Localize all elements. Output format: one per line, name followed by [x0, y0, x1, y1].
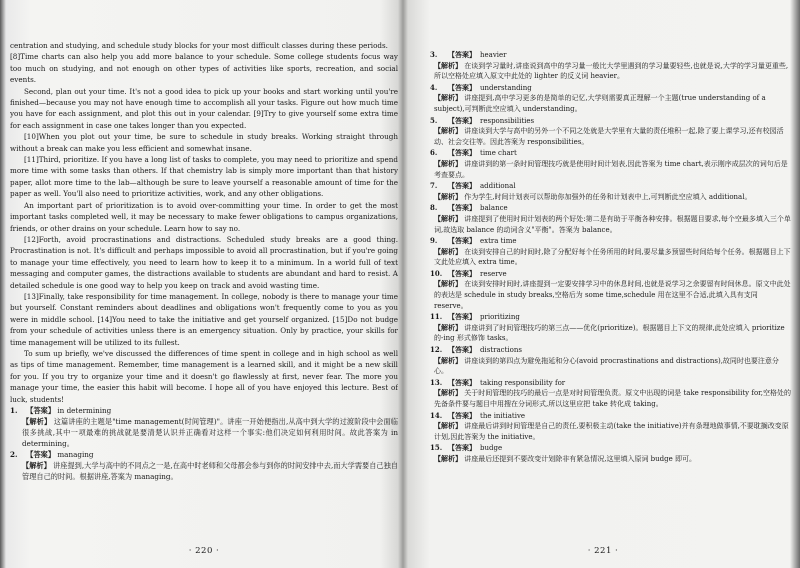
- answer-item: [430, 312, 792, 344]
- answer-label: 【答案】: [448, 181, 476, 191]
- explanation-text: 讲座讲到的第一条时间管理技巧就是使用时间计划表,因此答案为 time chart,表示刚序成层次的词句后是考查要点。: [434, 159, 788, 179]
- explanation-text: 在谈到安排时间时,讲座提到一定要安排学习中的休息时间,也就是说学习之余要留有时间休息。原文中此处的表达是 schedule in study breaks,空格后为 some time,schedule 用在这里不合适,此填入具有支同 reserve。: [434, 280, 791, 310]
- explanation-text: 关于时间管理的技巧的最后一点是对时间管理负责。原文中出现的词是 take responsibility for,空格处的先备条件要与题目中用搜在分词形式,所以这里应把 take 转化成 taking。: [434, 389, 791, 408]
- explanation-text: 这篇讲座的主题是"time management(时间管理)"。讲座一开始便指出,从高中到大学的过渡阶段中会面临很多挑战,其中一项最难的挑战就是要清楚认识并正确看对这样一个事实:他们决定如何利用时间。故此答案为 in determining。: [22, 417, 398, 448]
- answer-text: time chart: [480, 149, 517, 158]
- answer-label: 【答案】: [448, 236, 476, 246]
- explanation-text: 作为学生,时间计划表可以帮助你加强外的任务和计划表中上,可判断此空应填入 additional。: [464, 192, 752, 201]
- answer-label: 【答案】: [26, 450, 56, 459]
- paragraph: [12]Forth, avoid procrastinations and distractions. Scheduled study breaks are a good thing. Procrastination is not. It's difficult and perhaps impossible to avoid all procrastination, but if you're going to manage your time effectively, you need to learn how to keep it to a minimum. In a world full of text messaging and computer games, the distractions available to students are abundant and hard to resist. A detailed schedule is one good way to help you keep on track and avoid wasting time.: [10, 234, 398, 290]
- paragraph: Second, plan out your time. It's not a good idea to pick up your books and start working until you're finished—because you may not have enough time to accomplish all your tasks. Figure out how much time you have for each assignment, and plot this out in your calendar. [9]Try to give yourself some extra time for each assignment in case one takes longer than you expected.: [10, 86, 398, 130]
- answer-label: 【答案】: [448, 268, 476, 278]
- item-number: 6.: [430, 148, 438, 158]
- paragraph: [10]When you plot out your time, be sure to schedule in study breaks. Working straight through without a break can make you less efficient and somewhat insane.: [10, 132, 398, 153]
- answer-label: 【答案】: [448, 410, 476, 420]
- left-page: [10, 0, 398, 568]
- answer-item: [430, 50, 792, 82]
- item-number: 13.: [430, 377, 443, 387]
- explanation-label: 【解析】: [22, 417, 52, 426]
- answer-item: [430, 269, 792, 311]
- answer-text: additional: [480, 182, 516, 191]
- explanation-text: 讲座最后还提到不要改变计划除非有紧急情况,这里填入原词 budge 即可。: [464, 454, 697, 463]
- answer-item: [430, 148, 792, 180]
- explanation-label: 【解析】: [434, 279, 462, 289]
- explanation-label: 【解析】: [434, 322, 462, 332]
- explanation-label: 【解析】: [434, 421, 462, 431]
- item-number: 8.: [430, 203, 438, 213]
- answer-label: 【答案】: [448, 345, 476, 355]
- explanation-label: 【解析】: [434, 453, 462, 463]
- explanation-label: 【解析】: [434, 93, 462, 103]
- answer-text: understanding: [480, 83, 532, 92]
- answer-text: heavier: [480, 51, 507, 59]
- answer-item: [430, 236, 792, 268]
- explanation-label: 【解析】: [434, 158, 462, 168]
- answer-text: the initiative: [480, 411, 526, 420]
- item-number: 11.: [430, 312, 443, 322]
- item-number: 5.: [430, 115, 438, 125]
- answer-label: 【答案】: [448, 82, 476, 92]
- item-number: 7.: [430, 181, 438, 191]
- item-number: 14.: [430, 410, 443, 420]
- answer-text: distractions: [480, 346, 522, 355]
- answer-label: 【答案】: [26, 406, 56, 415]
- answer-text: responsibilities: [480, 116, 535, 125]
- answer-text: taking responsibility for: [480, 378, 566, 387]
- answer-label: 【答案】: [448, 115, 476, 125]
- answer-label: 【答案】: [448, 203, 476, 213]
- explanation-text: 讲座谈到大学与高中的另外一个不同之处就是大学里有大量的责任堆积一起,除了要上课学习,还有校园活动、社会交往等。因此答案为 responsibilities。: [434, 127, 784, 146]
- answer-text: reserve: [480, 269, 507, 278]
- answer-text: in determining: [57, 406, 112, 415]
- paragraph: [13]Finally, take responsibility for time management. In college, nobody is there to manage your time but yourself. Constant reminders about deadlines and obligations won't frequently come to you as you were in middle school. [14]You need to take the initiative and get yourself organized. [15]Do not budge from your schedule of activities unless there is an emergency situation. Only by practice, your skills for time management will be utilized to its fullest.: [10, 291, 398, 347]
- explanation-text: 在谈到安排自己的时间时,除了分配好每个任务所用的时间,要尽量多预留些时间给每个任务。根据题目上下文此处应填入 extra time。: [434, 247, 791, 267]
- page-number: · 220 ·: [188, 546, 220, 556]
- answer-item: [430, 203, 792, 235]
- explanation-text: 讲座提到,高中学习更多的是简单的记忆,大学则需要真正理解一个主题(true understanding of a subject),可判断此空应填入 understanding。: [434, 94, 766, 113]
- paragraph: centration and studying, and schedule study blocks for your most difficult classes during these periods.: [10, 41, 388, 50]
- answer-label: 【答案】: [448, 312, 476, 322]
- answer-text: budge: [480, 444, 503, 453]
- item-number: 1.: [10, 406, 18, 415]
- item-number: 15.: [430, 443, 443, 453]
- answer-item: [430, 83, 792, 115]
- answer-item: [10, 449, 398, 482]
- answer-label: 【答案】: [448, 443, 476, 453]
- explanation-text: 讲座谈到的第四点为避免拖延和分心(avoid procrastinations and distractions),故同时也要注意分心。: [434, 356, 779, 376]
- answer-item: [10, 405, 398, 449]
- explanation-label: 【解析】: [434, 355, 462, 365]
- item-number: 4.: [430, 82, 438, 92]
- explanation-text: 在谈到学习量时,讲座说到高中的学习量一般比大学里遇到的学习量要轻些,也就是说,大学的学习量更重些,所以空格处应填入原文中此处的 lighter 的反义词 heavier。: [434, 61, 789, 81]
- explanation-label: 【解析】: [434, 388, 462, 398]
- explanation-text: 讲座讲到了时间管理技巧的第三点——优化(prioritize)。根据题目上下文的规律,此处应填入 prioritize 的-ing 形式修饰 tasks。: [434, 323, 785, 343]
- explanation-text: 讲座最后讲到时间管理是自己的责任,要积极主动(take the initiative)并有条理地做事情,不要耽搁改变原计划,因此答案为 the initiative。: [434, 422, 789, 441]
- answer-label: 【答案】: [448, 377, 476, 387]
- page-number: · 221 ·: [587, 546, 619, 556]
- paragraph: An important part of prioritization is to avoid over-committing your time. In order to get the most important tasks completed well, it may be necessary to make fewer obligations to campus organizations, friends, or other drains on your schedule. Learn how to say no.: [10, 200, 398, 233]
- item-number: 2.: [10, 450, 18, 459]
- right-page: [412, 0, 794, 568]
- answer-item: [430, 378, 792, 410]
- explanation-text: 讲座提到了使用时间计划表的两个好处:第二是有助于平衡各种安排。根据题目要求,每个空最多填入三个单词,故选取 balance 的动词含义"平衡"。答案为 balance。: [434, 214, 791, 234]
- explanation-text: 讲座提到,大学与高中的不同点之一是,在高中时老师和父母都会参与到你的时间安排中去,而大学需要自己独自管理自己的时间。根据讲座,答案为 managing。: [22, 461, 398, 481]
- paragraph: [11]Third, prioritize. If you have a long list of tasks to complete, you may need to prioritize and spend more time with some tasks than others. If that chemistry lab is simply more important than that history paper, allot more time to the lab—although be sure to leave yourself a reasonable amount of time for the paper as well. You'll also need to prioritize activities, work, and any other obligations.: [10, 155, 398, 199]
- item-number: 12.: [430, 345, 443, 355]
- item-number: 3.: [430, 50, 438, 59]
- answer-key-list: [430, 50, 792, 466]
- answer-label: 【答案】: [448, 148, 476, 158]
- paragraph: [8]Time charts can also help you add more balance to your schedule. Some college students focus way too much on studying, and not enough on other types of activities like sports, recreation, and social events.: [10, 52, 398, 85]
- lecture-transcript: [10, 40, 398, 482]
- explanation-label: 【解析】: [22, 461, 51, 470]
- explanation-label: 【解析】: [434, 191, 462, 201]
- answer-text: extra time: [480, 237, 517, 246]
- answer-text: balance: [480, 204, 508, 213]
- item-number: 10.: [430, 268, 443, 278]
- answer-item: [430, 345, 792, 377]
- answer-item: [430, 411, 792, 443]
- answer-item: [430, 443, 792, 464]
- answer-label: 【答案】: [448, 50, 476, 59]
- explanation-label: 【解析】: [434, 213, 462, 223]
- explanation-label: 【解析】: [434, 246, 462, 256]
- answer-text: managing: [57, 450, 94, 459]
- answer-item: [430, 181, 792, 202]
- item-number: 9.: [430, 236, 438, 246]
- explanation-label: 【解析】: [434, 126, 462, 136]
- answer-item: [430, 116, 792, 148]
- paragraph: To sum up briefly, we've discussed the differences of time spent in college and in high school as well as tips of time management. Remember, time management is a learned skill, and it might be a new skill for you. If you try to organize your time and it doesn't go flawlessly at first, never fear. The more you manage your time, the easier this habit will become. I hope all of you have enjoyed this lecture. Best of luck, students!: [10, 348, 398, 404]
- explanation-label: 【解析】: [434, 60, 462, 70]
- answer-text: prioritizing: [480, 313, 520, 322]
